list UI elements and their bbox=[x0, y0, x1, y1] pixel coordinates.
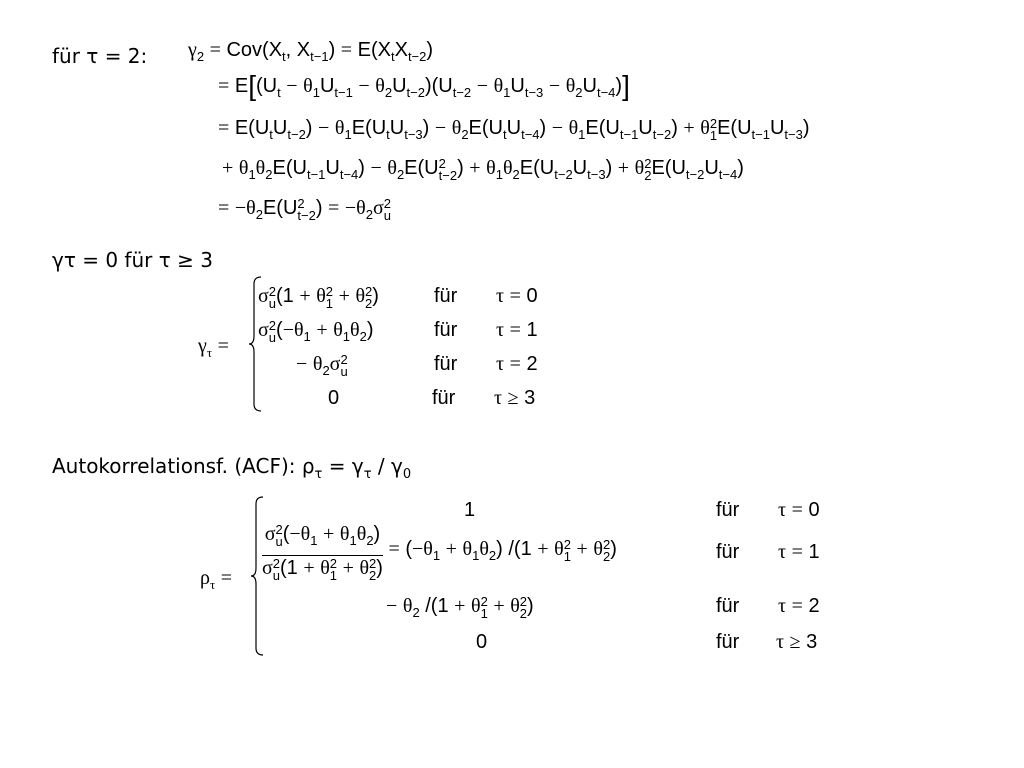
rho-case-2-fuer: für bbox=[716, 595, 740, 617]
gamma-zero-note bbox=[52, 248, 213, 272]
rho-case-1-fraction: σ 2 u $(-\theta_1 + \theta_1\theta_2)$ σ 2 u (1 + θ 2 1 + θ 2 2 ) bbox=[262, 522, 383, 583]
acf-heading: Autokorrelationsf. (ACF): $\rho_\tau = \gamma_\tau / \gamma_0$ bbox=[52, 454, 412, 482]
gamma2-line-4: + $\theta_1\theta_2E(U_{t-1}U_{t-4}) - \theta_2E(U$ 2 t−2 ) + $\theta_1\theta_2E(U_{t-2}U_{t-3}) + \theta$ 2 2 $E(U_{t-2}U_{t-4})$ bbox=[222, 156, 744, 183]
rho-case-3-cond: τ ≥ 3 bbox=[776, 631, 818, 653]
gamma-case-3-value: 0 bbox=[328, 387, 340, 409]
gamma2-line-5: = $-\theta_2E(U$ 2 t−2 ) = $-\theta_2\sigma$ 2 u bbox=[218, 196, 391, 223]
rho-case-0-expr bbox=[464, 498, 475, 522]
gamma-case-3-cond: τ ≥ 3 bbox=[494, 387, 536, 409]
gamma-case-2-expr: − $\theta_2\sigma$ 2 u bbox=[296, 352, 348, 379]
gamma-case-2-cond: τ = 2 bbox=[496, 353, 538, 375]
gamma-case-1-cond: τ = 1 bbox=[496, 319, 538, 341]
gamma2-line-1: $\gamma_2 = Cov(X_t$, $X_{t-1}) = E(X_tX_{t-2})$ bbox=[188, 39, 434, 64]
rho-case-2-cond: τ = 2 bbox=[778, 595, 820, 617]
gamma-zero-note-text: γτ = 0 für τ ≥ 3 bbox=[52, 248, 213, 272]
gamma2-line-3: = $E(U_tU_{t-2}) - \theta_1E(U_tU_{t-3}) - \theta_2E(U_tU_{t-4}) - \theta_1E(U_{t-1}U_{t-2}) + \theta$ 2 1 $E(U_{t-1}U_{t-3})$ bbox=[218, 116, 810, 143]
gamma-case-1-expr: σ 2 u $(-\theta_1 + \theta_1\theta_2)$ bbox=[258, 318, 374, 345]
rho-tau-lhs: $\rho_\tau$ = bbox=[200, 567, 233, 592]
rho-case-3-fuer: für bbox=[716, 631, 740, 653]
gamma2-label bbox=[52, 44, 147, 68]
rho-case-0-cond: τ = 0 bbox=[778, 499, 820, 521]
gamma-tau-lhs: $\gamma_\tau$ = bbox=[198, 335, 229, 360]
gamma-case-0-fuer: für bbox=[434, 285, 458, 307]
gamma-case-3-fuer: für bbox=[432, 387, 456, 409]
rho-case-0-value: 1 bbox=[464, 499, 476, 521]
gamma-case-0-expr: σ 2 u (1 + θ 2 1 + θ 2 2 ) bbox=[258, 284, 379, 311]
rho-case-1-fuer: für bbox=[716, 541, 740, 563]
gamma2-line-2: = $E[(U_t - \theta_1U_{t-1} - \theta_2U_{t-2})(U_{t-2} - \theta_1U_{t-3} - \theta_2U_{t-4})]$ bbox=[218, 70, 630, 101]
gamma2-label-text: für τ = 2: bbox=[52, 44, 148, 68]
rho-case-1-expr: σ 2 u $(-\theta_1 + \theta_1\theta_2)$ σ 2 u (1 + θ 2 1 + θ 2 2 ) = $(-\theta_1 + \theta_1\theta_2) /(1 + \theta$ 2 1 + θ 2 2 ) bbox=[262, 522, 617, 583]
rho-case-3-expr bbox=[476, 630, 487, 654]
rho-case-2-expr: − $\theta_2$ /(1 + θ 2 1 + θ 2 2 ) bbox=[386, 594, 534, 621]
rho-case-0-fuer: für bbox=[716, 499, 740, 521]
gamma-case-2-fuer: für bbox=[434, 353, 458, 375]
gamma-case-1-fuer: für bbox=[434, 319, 458, 341]
gamma-case-3-expr bbox=[328, 386, 339, 410]
rho-case-1-cond: τ = 1 bbox=[778, 541, 820, 563]
rho-case-3-value: 0 bbox=[476, 631, 488, 653]
gamma-case-0-cond: τ = 0 bbox=[496, 285, 538, 307]
